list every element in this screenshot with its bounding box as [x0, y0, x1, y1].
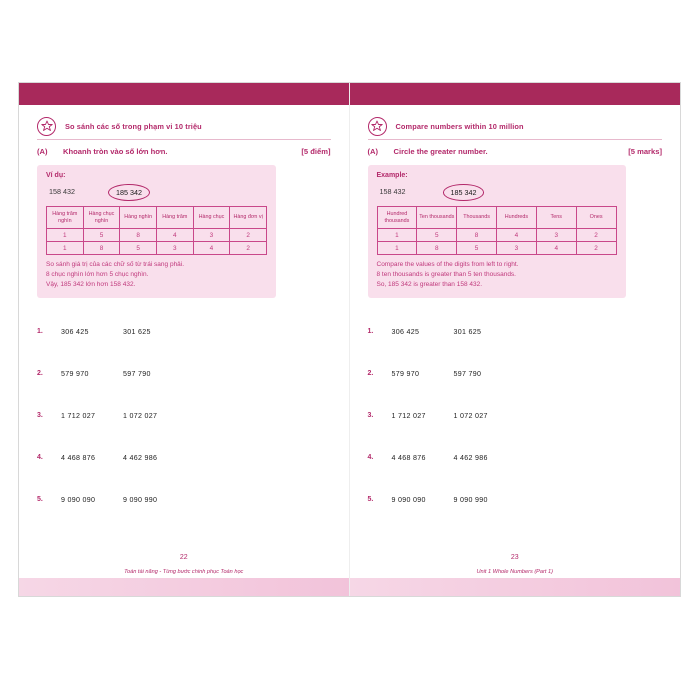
question-number: 4.	[367, 454, 374, 461]
question-option-b[interactable]: 1 072 027	[453, 412, 488, 420]
table-cell: 1	[377, 229, 417, 242]
left-top-band	[19, 83, 349, 105]
table-cell: 2	[230, 229, 267, 242]
question-option-b[interactable]: 301 625	[453, 328, 482, 336]
right-page	[350, 83, 681, 596]
question-option-b[interactable]: 1 072 027	[123, 412, 158, 420]
left-question-list	[37, 328, 331, 538]
question-option-b[interactable]: 4 462 986	[453, 454, 488, 462]
question-row	[37, 496, 331, 538]
table-row	[377, 242, 616, 255]
question-option-b[interactable]: 597 790	[123, 370, 151, 378]
question-row	[368, 328, 663, 370]
table-cell: 4	[156, 229, 193, 242]
question-option-b[interactable]: 9 090 990	[123, 496, 158, 504]
question-option-b[interactable]: 9 090 990	[453, 496, 488, 504]
question-option-a[interactable]: 1 712 027	[391, 412, 426, 420]
column-header: Hàng chục nghìn	[83, 207, 120, 229]
question-option-a[interactable]: 4 468 876	[391, 454, 426, 462]
right-chapter-header	[350, 115, 681, 137]
table-cell: 1	[377, 242, 417, 255]
column-header: Thousands	[457, 207, 497, 229]
right-header-rule	[368, 139, 663, 140]
column-header: Hàng đơn vị	[230, 207, 267, 229]
question-option-a[interactable]: 9 090 090	[61, 496, 96, 504]
left-example-number-circled: 185 342	[108, 184, 150, 201]
column-header: Hàng chục	[193, 207, 230, 229]
table-cell: 1	[47, 242, 84, 255]
question-number: 3.	[367, 412, 374, 419]
left-section-text: Khoanh tròn vào số lớn hơn.	[63, 147, 168, 156]
left-example-number-plain: 158 432	[49, 187, 75, 196]
column-header: Ten thousands	[417, 207, 457, 229]
left-explanation	[46, 260, 267, 290]
table-row	[377, 229, 616, 242]
table-cell: 8	[120, 229, 157, 242]
right-place-value-table	[377, 206, 617, 255]
explanation-line: 8 chục nghìn lớn hơn 5 chục nghìn.	[46, 271, 149, 279]
question-option-a[interactable]: 4 468 876	[61, 454, 96, 462]
table-cell: 3	[193, 229, 230, 242]
left-example-box	[37, 165, 276, 298]
left-section-marks: [5 điểm]	[301, 147, 331, 156]
question-number: 5.	[367, 496, 374, 503]
left-place-value-table	[46, 206, 267, 255]
question-row	[37, 454, 331, 496]
question-number: 1.	[37, 328, 43, 335]
book-spread	[18, 82, 681, 597]
left-page-number: 22	[179, 554, 188, 561]
right-example-box	[368, 165, 626, 298]
column-header: Ones	[576, 207, 616, 229]
right-section-letter: (A)	[367, 147, 379, 156]
question-row	[37, 412, 331, 454]
left-page	[19, 83, 350, 596]
question-number: 4.	[37, 454, 43, 461]
question-number: 1.	[367, 328, 374, 335]
question-row	[368, 454, 663, 496]
column-header: Hundreds	[496, 207, 536, 229]
table-header-row	[47, 207, 267, 229]
question-option-b[interactable]: 597 790	[453, 370, 482, 378]
table-cell: 8	[417, 242, 457, 255]
table-cell: 3	[496, 242, 536, 255]
right-example-label: Example:	[376, 172, 408, 179]
right-footer-text: Unit 1 Whole Numbers (Part 1)	[476, 569, 553, 575]
star-icon	[37, 117, 56, 136]
table-row	[47, 229, 267, 242]
table-cell: 1	[47, 229, 84, 242]
question-row	[368, 412, 663, 454]
question-option-b[interactable]: 301 625	[123, 328, 151, 336]
column-header: Hàng nghìn	[120, 207, 157, 229]
table-cell: 8	[457, 229, 497, 242]
column-header: Hundred thousands	[377, 207, 417, 229]
column-header: Hàng trăm	[156, 207, 193, 229]
left-header-rule	[37, 139, 331, 140]
question-number: 5.	[37, 496, 43, 503]
explanation-line: 8 ten thousands is greater than 5 ten thousands.	[376, 271, 516, 279]
column-header: Hàng trăm nghìn	[47, 207, 84, 229]
question-number: 2.	[367, 370, 374, 377]
right-top-band	[350, 83, 681, 105]
left-example-label: Ví dụ:	[46, 172, 66, 179]
right-section-heading	[368, 147, 663, 161]
explanation-line: So, 185 342 is greater than 158 432.	[376, 281, 483, 289]
table-cell: 2	[576, 229, 616, 242]
left-footer-text: Toán tài năng - Từng bước chinh phục Toán học	[124, 569, 244, 575]
column-header: Tens	[536, 207, 576, 229]
right-example-number-circled: 185 342	[443, 184, 485, 201]
right-question-list	[368, 328, 663, 538]
left-footer-band	[19, 578, 349, 596]
right-explanation	[377, 260, 617, 290]
right-footer-band	[350, 578, 681, 596]
left-chapter-title: So sánh các số trong phạm vi 10 triệu	[65, 121, 202, 131]
explanation-line: Vậy, 185 342 lớn hơn 158 432.	[46, 281, 136, 289]
right-section-text: Circle the greater number.	[393, 147, 488, 156]
question-option-a[interactable]: 306 425	[391, 328, 420, 336]
explanation-line: Compare the values of the digits from left to right.	[376, 261, 519, 268]
left-example-numbers	[46, 184, 267, 202]
table-cell: 2	[230, 242, 267, 255]
table-cell: 8	[83, 242, 120, 255]
left-section-letter: (A)	[37, 147, 48, 156]
right-page-number: 23	[510, 554, 519, 561]
table-cell: 3	[156, 242, 193, 255]
star-icon	[368, 117, 387, 136]
question-row	[37, 370, 331, 412]
table-cell: 2	[576, 242, 616, 255]
question-option-a[interactable]: 306 425	[61, 328, 89, 336]
question-number: 2.	[37, 370, 43, 377]
table-cell: 5	[120, 242, 157, 255]
question-option-a[interactable]: 9 090 090	[391, 496, 426, 504]
question-row	[368, 496, 663, 538]
table-cell: 5	[83, 229, 120, 242]
question-option-a[interactable]: 1 712 027	[61, 412, 96, 420]
question-option-a[interactable]: 579 970	[61, 370, 89, 378]
right-example-numbers	[377, 184, 617, 202]
table-cell: 4	[536, 242, 576, 255]
right-section-marks: [5 marks]	[628, 147, 662, 156]
right-chapter-title: Compare numbers within 10 million	[395, 121, 524, 131]
right-example-number-plain: 158 432	[379, 187, 406, 196]
question-row	[37, 328, 331, 370]
question-row	[368, 370, 663, 412]
question-number: 3.	[37, 412, 43, 419]
explanation-line: So sánh giá trị của các chữ số từ trái sang phải.	[46, 261, 185, 268]
question-option-b[interactable]: 4 462 986	[123, 454, 158, 462]
table-row	[47, 242, 267, 255]
table-header-row	[377, 207, 616, 229]
left-section-heading	[37, 147, 331, 161]
table-cell: 3	[536, 229, 576, 242]
table-cell: 4	[193, 242, 230, 255]
table-cell: 5	[417, 229, 457, 242]
table-cell: 4	[496, 229, 536, 242]
table-cell: 5	[457, 242, 497, 255]
question-option-a[interactable]: 579 970	[391, 370, 420, 378]
left-chapter-header	[19, 115, 349, 137]
